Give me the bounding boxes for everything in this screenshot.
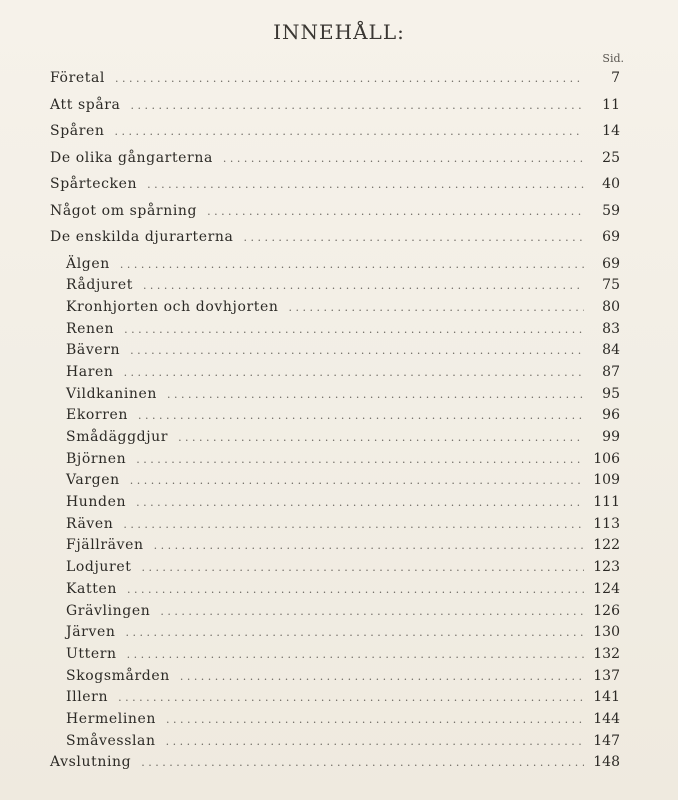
toc-entry-title: Illern	[66, 689, 109, 706]
toc-entry-title: Järven	[66, 624, 116, 641]
toc-entry-title: Rådjuret	[66, 277, 133, 294]
page-column-label: Sid.	[602, 52, 624, 65]
dot-leader	[180, 670, 584, 683]
toc-entry-page-number: 132	[593, 645, 620, 662]
dot-leader	[243, 231, 584, 244]
toc-entry	[50, 203, 620, 230]
toc-entry	[50, 229, 620, 256]
toc-entry-title: Hunden	[66, 494, 127, 511]
toc-entry-page-number: 130	[593, 624, 620, 641]
toc-entry-title: Räven	[66, 515, 114, 532]
toc-entry-page-number: 83	[602, 320, 620, 337]
toc-entry-page-number: 69	[602, 229, 620, 245]
toc-entry	[50, 407, 620, 429]
toc-entry	[50, 321, 620, 343]
dot-leader	[118, 691, 584, 704]
table-of-contents	[50, 70, 620, 781]
toc-entry	[50, 603, 620, 625]
toc-entry-page-number: 126	[593, 602, 620, 619]
dot-leader	[115, 72, 584, 85]
toc-entry-page-number: 69	[602, 255, 620, 272]
toc-entry-page-number: 148	[593, 754, 620, 771]
toc-entry-title: De olika gångarterna	[50, 149, 213, 166]
dot-leader	[120, 258, 584, 271]
toc-entry-page-number: 123	[593, 559, 620, 576]
toc-entry-page-number: 147	[593, 732, 620, 749]
dot-leader	[138, 409, 584, 422]
dot-leader	[141, 756, 584, 769]
toc-entry	[50, 559, 620, 581]
toc-entry	[50, 364, 620, 386]
toc-entry-page-number: 141	[593, 689, 620, 706]
toc-entry	[50, 711, 620, 733]
toc-entry	[50, 97, 620, 124]
toc-entry	[50, 342, 620, 364]
toc-entry-title: Ekorren	[66, 407, 129, 424]
toc-entry	[50, 646, 620, 668]
toc-entry-title: Renen	[66, 320, 115, 337]
toc-entry-title: Avslutning	[50, 754, 132, 771]
toc-entry-page-number: 99	[602, 429, 620, 445]
toc-entry	[50, 70, 620, 97]
toc-entry-page-number: 137	[593, 667, 620, 684]
toc-entry-page-number: 14	[602, 123, 620, 139]
toc-entry	[50, 581, 620, 603]
toc-entry	[50, 299, 620, 321]
toc-entry-title: Smådäggdjur	[66, 429, 169, 445]
dot-leader	[166, 735, 584, 748]
toc-entry	[50, 386, 620, 408]
dot-leader	[289, 301, 585, 314]
toc-entry-page-number: 84	[602, 342, 620, 359]
dot-leader	[143, 279, 584, 292]
dot-leader	[130, 474, 584, 487]
toc-entry	[50, 624, 620, 646]
dot-leader	[154, 539, 584, 552]
toc-entry-page-number: 144	[593, 710, 620, 727]
dot-leader	[141, 561, 584, 574]
toc-entry-title: Vildkaninen	[66, 385, 158, 402]
toc-entry-title: Vargen	[66, 472, 120, 489]
dot-leader	[124, 323, 584, 336]
toc-entry-title: Kronhjorten och dovhjorten	[66, 298, 279, 315]
dot-leader	[131, 99, 585, 112]
toc-entry-title: Småvesslan	[66, 732, 156, 749]
dot-leader	[127, 583, 584, 596]
dot-leader	[166, 713, 584, 726]
toc-entry-page-number: 25	[602, 149, 620, 166]
toc-entry-page-number: 122	[593, 537, 620, 554]
toc-entry	[50, 123, 620, 150]
dot-leader	[125, 626, 584, 639]
toc-entry-title: Företal	[50, 70, 106, 86]
dot-leader	[115, 125, 585, 138]
toc-entry-title: Älgen	[66, 255, 110, 272]
toc-entry-title: Hermelinen	[66, 710, 157, 727]
toc-entry-page-number: 40	[602, 176, 620, 192]
toc-entry	[50, 494, 620, 516]
toc-entry-title: Fjällräven	[66, 537, 144, 554]
dot-leader	[136, 453, 584, 466]
toc-entry-page-number: 11	[602, 96, 620, 113]
toc-entry	[50, 451, 620, 473]
toc-entry-page-number: 7	[611, 70, 620, 86]
toc-entry-title: Katten	[66, 580, 117, 597]
toc-entry-page-number: 106	[593, 450, 620, 467]
toc-entry	[50, 277, 620, 299]
page-title: INNEHÅLL:	[273, 20, 405, 44]
toc-entry-title: Grävlingen	[66, 602, 151, 619]
dot-leader	[167, 388, 584, 401]
toc-entry-title: Spårtecken	[50, 176, 138, 192]
dot-leader	[136, 496, 584, 509]
toc-entry-title: Att spåra	[50, 96, 121, 113]
toc-entry	[50, 516, 620, 538]
dot-leader	[223, 152, 584, 165]
toc-entry-page-number: 109	[593, 472, 620, 489]
toc-entry	[50, 733, 620, 755]
dot-leader	[207, 205, 584, 218]
toc-entry-title: Spåren	[50, 123, 105, 139]
dot-leader	[147, 178, 584, 191]
toc-entry-title: Björnen	[66, 450, 127, 467]
dot-leader	[127, 648, 584, 661]
toc-entry	[50, 150, 620, 177]
dot-leader	[130, 344, 584, 357]
toc-entry-page-number: 75	[602, 277, 620, 294]
toc-entry	[50, 537, 620, 559]
toc-entry-title: Uttern	[66, 645, 117, 662]
toc-entry-page-number: 111	[593, 494, 620, 511]
toc-entry	[50, 429, 620, 451]
toc-entry-page-number: 96	[602, 407, 620, 424]
toc-entry-title: De enskilda djurarterna	[50, 229, 234, 245]
dot-leader	[123, 518, 584, 531]
dot-leader	[178, 431, 584, 444]
toc-entry	[50, 668, 620, 690]
toc-entry-title: Bävern	[66, 342, 121, 359]
toc-entry	[50, 176, 620, 203]
toc-entry-title: Skogsmården	[66, 667, 170, 684]
toc-entry-page-number: 95	[602, 385, 620, 402]
toc-entry-page-number: 124	[593, 580, 620, 597]
toc-entry-title: Lodjuret	[66, 559, 132, 576]
toc-entry	[50, 472, 620, 494]
toc-entry-page-number: 80	[602, 298, 620, 315]
toc-entry	[50, 256, 620, 278]
toc-entry-page-number: 113	[593, 515, 620, 532]
dot-leader	[124, 366, 584, 379]
toc-entry-title: Haren	[66, 363, 114, 380]
toc-entry	[50, 689, 620, 711]
toc-entry-page-number: 59	[602, 202, 620, 219]
toc-entry	[50, 754, 620, 781]
dot-leader	[160, 605, 584, 618]
toc-entry-title: Något om spårning	[50, 202, 198, 219]
toc-entry-page-number: 87	[602, 363, 620, 380]
